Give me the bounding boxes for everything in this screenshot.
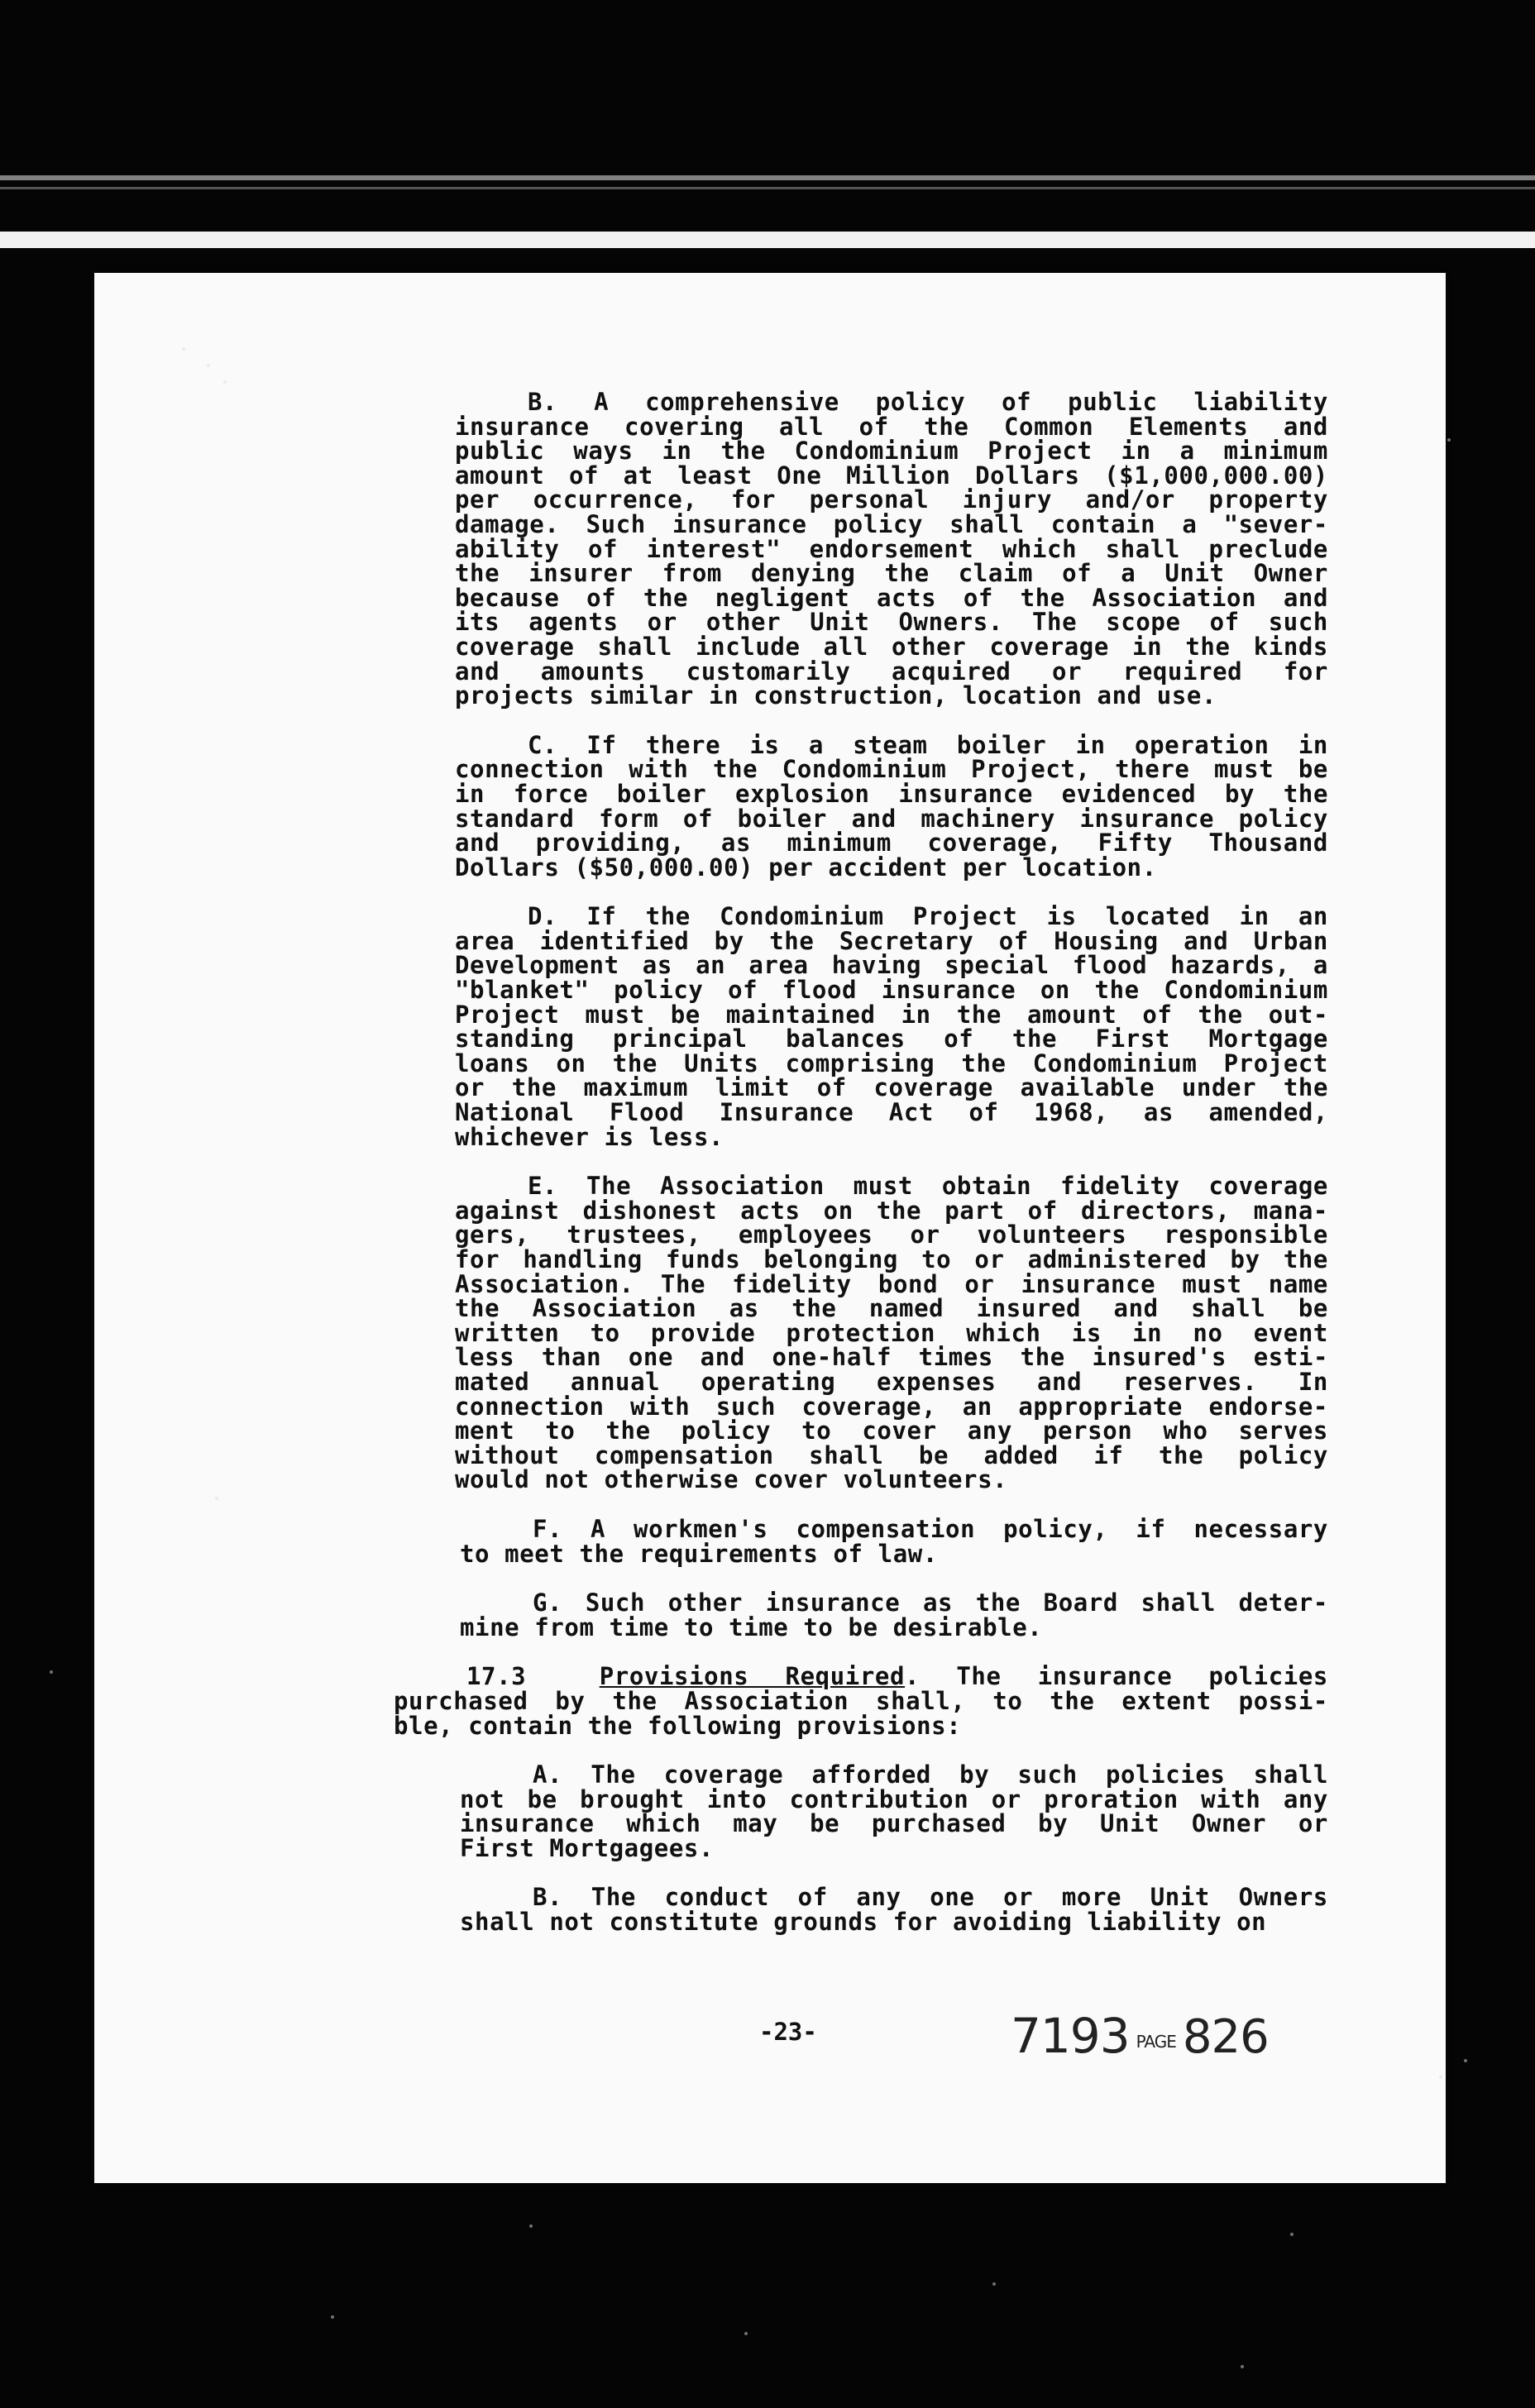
scan-speck — [1447, 438, 1451, 442]
paragraph-line: D. If the Condominium Project is located in an — [528, 902, 1328, 931]
paragraph-line: insurance covering all of the Common Elements and — [455, 412, 1328, 441]
paragraph-line: whichever is less. — [455, 1122, 724, 1151]
paragraph-line: standard form of boiler and machinery insurance policy — [455, 804, 1328, 833]
paragraph-line: in force boiler explosion insurance evidenced by the — [455, 779, 1328, 808]
paragraph-para-g-other — [298, 1591, 1328, 1640]
paragraph-line: connection with such coverage, an appropriate endorse- — [455, 1392, 1328, 1421]
paragraph-line: because of the negligent acts of the Association and — [455, 583, 1328, 612]
paragraph-line: B. A comprehensive policy of public liability — [528, 388, 1328, 416]
paragraph-line: and amounts customarily acquired or required for — [455, 657, 1328, 686]
stamp-book-number: 7193 — [1011, 2008, 1130, 2064]
paragraph-line: ability of interest" endorsement which shall preclude — [455, 534, 1328, 563]
scan-speck — [207, 364, 210, 367]
paragraph-line: less than one and one-half times the insured's esti- — [455, 1343, 1328, 1372]
paragraph-line: damage. Such insurance policy shall contain a "sever- — [455, 509, 1328, 538]
paragraph-line: not be brought into contribution or proration with any — [460, 1784, 1328, 1813]
paragraph-para-17-3 — [298, 1662, 1328, 1740]
paragraph-line: First Mortgagees. — [460, 1833, 715, 1862]
paragraph-line: coverage shall include all other coverage in the kinds — [455, 632, 1328, 661]
paragraph-line: per occurrence, for personal injury and/or property — [455, 485, 1328, 514]
paragraph-para-b-conduct — [298, 1883, 1328, 1937]
section-number: 17.3 — [466, 1662, 527, 1691]
paragraph-line: National Flood Insurance Act of 1968, as amended, — [455, 1098, 1328, 1127]
scan-edge-line — [0, 187, 1535, 189]
paragraph-para-a-coverage — [298, 1763, 1328, 1861]
scan-speck — [744, 2332, 748, 2335]
paragraph-line: "blanket" policy of flood insurance on the Condominium — [455, 976, 1328, 1005]
scan-speck — [182, 347, 185, 351]
scan-edge-band — [0, 232, 1535, 248]
paragraph-line — [394, 1662, 1328, 1691]
paragraph-line: the insurer from denying the claim of a Unit Owner — [455, 559, 1328, 588]
paragraph-para-b-liability — [298, 390, 1328, 709]
page-number: -23- — [759, 2018, 817, 2046]
paragraph-line: amount of at least One Million Dollars ($1,000,000.00) — [455, 461, 1328, 490]
paragraph-para-f-workmens — [298, 1514, 1328, 1568]
scan-speck — [1464, 2059, 1467, 2062]
scan-speck — [529, 2224, 533, 2228]
paragraph-line: or the maximum limit of coverage available under the — [455, 1073, 1328, 1102]
scan-speck — [1439, 2076, 1442, 2079]
document-body — [298, 390, 1328, 1960]
paragraph-line: B. The conduct of any one or more Unit Owners — [533, 1883, 1328, 1912]
paragraph-para-d-flood — [298, 902, 1328, 1151]
paragraph-line: to meet the requirements of law. — [460, 1539, 938, 1568]
paragraph-line: Project must be maintained in the amount of the out- — [455, 1000, 1328, 1029]
paragraph-line: and providing, as minimum coverage, Fifty Thousand — [455, 829, 1328, 858]
paragraph-line: A. The coverage afforded by such policies shall — [533, 1761, 1328, 1789]
paragraph-line: against dishonest acts on the part of directors, mana- — [455, 1196, 1328, 1225]
paragraph-line: without compensation shall be added if the policy — [455, 1440, 1328, 1469]
paragraph-line: written to provide protection which is in no event — [455, 1318, 1328, 1347]
paragraph-line: projects similar in construction, location and use. — [455, 681, 1217, 710]
paragraph-line: Association. The fidelity bond or insurance must name — [455, 1269, 1328, 1298]
stamp-page-label: PAGE — [1136, 2032, 1176, 2052]
scan-speck — [331, 2315, 334, 2319]
paragraph-line: G. Such other insurance as the Board shall deter- — [533, 1589, 1328, 1617]
recording-stamp — [1011, 2008, 1269, 2064]
paragraph-line: the Association as the named insured and shall be — [455, 1294, 1328, 1323]
paragraph-line: C. If there is a steam boiler in operation in — [528, 730, 1328, 759]
paragraph-line: public ways in the Condominium Project in a minimum — [455, 437, 1328, 466]
paragraph-line: loans on the Units comprising the Condominium Project — [455, 1049, 1328, 1077]
paragraph-line: Development as an area having special flood hazards, a — [455, 951, 1328, 980]
paragraph-line: mated annual operating expenses and reserves. In — [455, 1367, 1328, 1396]
scan-speck — [992, 2282, 996, 2286]
scan-speck — [50, 1670, 53, 1674]
scan-speck — [215, 1497, 218, 1500]
paragraph-line: connection with the Condominium Project, there must be — [455, 755, 1328, 784]
paragraph-para-e-fidelity — [298, 1174, 1328, 1493]
section-heading-trailer: . The insurance policies — [905, 1662, 1328, 1691]
paragraph-line: F. A workmen's compensation policy, if necessary — [533, 1514, 1328, 1543]
paragraph-line: mine from time to time to be desirable. — [460, 1612, 1043, 1641]
paragraph-line: gers, trustees, employees or volunteers responsible — [455, 1221, 1328, 1249]
scan-edge-line — [0, 175, 1535, 180]
paragraph-line: would not otherwise cover volunteers. — [455, 1465, 1008, 1494]
scan-speck — [1290, 2233, 1294, 2236]
section-heading: Provisions Required — [599, 1662, 906, 1691]
paragraph-line: ment to the policy to cover any person who serves — [455, 1417, 1328, 1445]
paragraph-line: its agents or other Unit Owners. The scope of such — [455, 608, 1328, 637]
paragraph-line: for handling funds belonging to or administered by the — [455, 1245, 1328, 1273]
paragraph-line: ble, contain the following provisions: — [394, 1711, 962, 1740]
stamp-page-number: 826 — [1182, 2010, 1269, 2064]
scan-speck — [1241, 2365, 1244, 2368]
paragraph-para-c-boiler — [298, 730, 1328, 882]
paragraph-line: shall not constitute grounds for avoiding liability on — [460, 1908, 1267, 1937]
paragraph-line: area identified by the Secretary of Housing and Urban — [455, 926, 1328, 955]
paragraph-line: Dollars ($50,000.00) per accident per location. — [455, 853, 1157, 882]
paragraph-line: standing principal balances of the First Mortgage — [455, 1025, 1328, 1054]
scan-speck — [223, 380, 227, 384]
paragraph-line: insurance which may be purchased by Unit Owner or — [460, 1809, 1328, 1838]
paragraph-line: purchased by the Association shall, to the extent possi- — [394, 1686, 1328, 1715]
paragraph-line: E. The Association must obtain fidelity coverage — [528, 1172, 1328, 1201]
